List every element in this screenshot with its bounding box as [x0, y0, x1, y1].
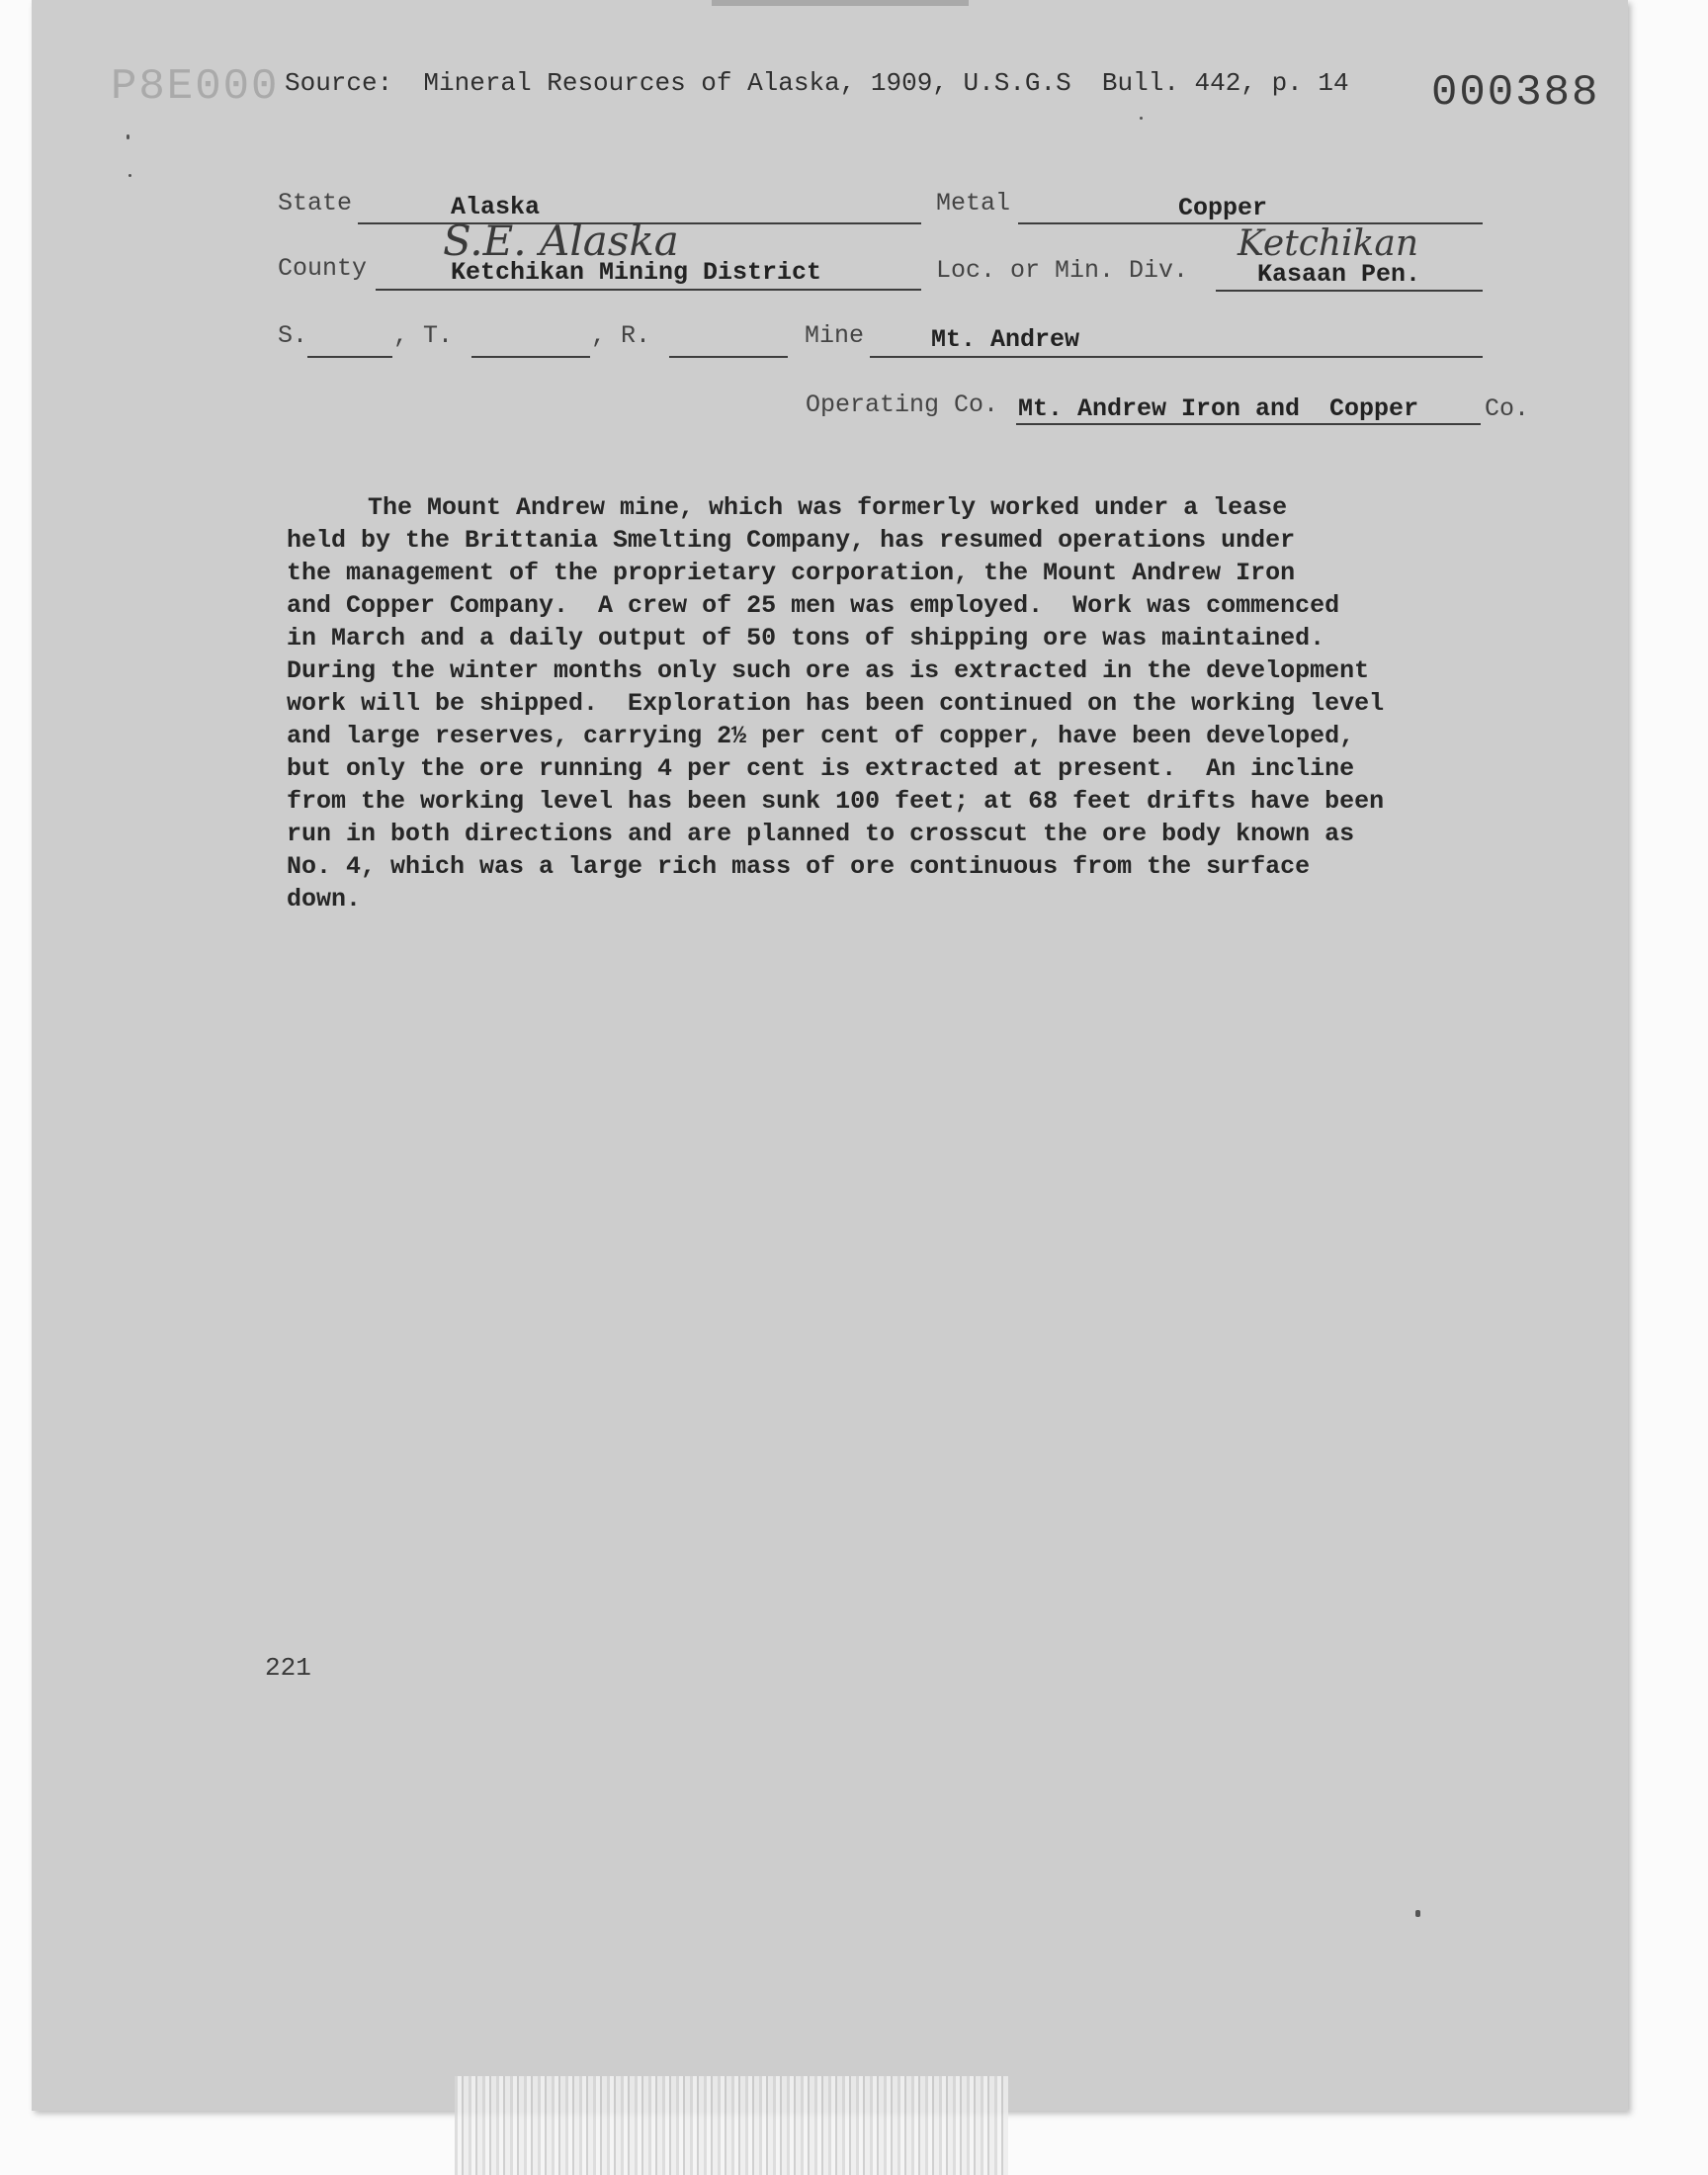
range-underline	[669, 356, 788, 358]
speck-mark	[1140, 117, 1143, 120]
loc-value: Kasaan Pen.	[1257, 260, 1421, 289]
operating-underline	[1016, 423, 1481, 425]
ghost-stamp-code: P8E000	[111, 62, 280, 112]
body-line: held by the Brittania Smelting Company, has resumed operations under	[287, 526, 1296, 555]
mine-value: Mt. Andrew	[931, 325, 1080, 354]
body-line: the management of the proprietary corporation, the Mount Andrew Iron	[287, 559, 1296, 587]
operating-suffix: Co.	[1485, 394, 1530, 423]
body-line: and Copper Company. A crew of 25 men was employed. Work was commenced	[287, 591, 1340, 620]
section-underline	[307, 356, 392, 358]
section-label: S.	[278, 321, 308, 350]
body-line: The Mount Andrew mine, which was formerly worked under a lease	[368, 493, 1288, 522]
township-label: , T.	[393, 321, 454, 350]
state-label: State	[278, 189, 353, 218]
body-line: but only the ore running 4 per cent is extracted at present. An incline	[287, 754, 1355, 783]
township-underline	[471, 356, 590, 358]
scan-artifact-bottom	[455, 2076, 1008, 2175]
body-line: No. 4, which was a large rich mass of ore continuous from the surface	[287, 852, 1311, 881]
scan-artifact-top	[712, 0, 969, 6]
speck-mark	[1415, 1910, 1420, 1917]
document-number: 000388	[1431, 68, 1600, 118]
mine-label: Mine	[805, 321, 865, 350]
county-underline	[376, 289, 921, 291]
body-paragraph	[287, 491, 1522, 915]
range-label: , R.	[591, 321, 651, 350]
state-value: Alaska	[451, 193, 541, 221]
loc-label: Loc. or Min. Div.	[936, 256, 1189, 285]
mine-underline	[870, 356, 1483, 358]
page-number: 221	[265, 1653, 311, 1683]
loc-underline	[1216, 290, 1483, 292]
body-line: down.	[287, 885, 362, 914]
speck-mark	[127, 134, 129, 139]
source-line: Source: Mineral Resources of Alaska, 1909, U.S.G.S Bull. 442, p. 14	[285, 68, 1349, 98]
loc-handwritten-note: Ketchikan	[1238, 223, 1419, 264]
operating-value: Mt. Andrew Iron and Copper	[1018, 394, 1419, 423]
operating-label: Operating Co.	[806, 391, 999, 419]
county-value: Ketchikan Mining District	[451, 258, 822, 287]
body-line: run in both directions and are planned to crosscut the ore body known as	[287, 820, 1355, 848]
county-handwritten-note: S.E. Alaska	[443, 217, 679, 265]
county-label: County	[278, 254, 368, 283]
speck-mark	[128, 174, 131, 177]
metal-value: Copper	[1178, 194, 1268, 222]
body-line: work will be shipped. Exploration has been continued on the working level	[287, 689, 1385, 718]
body-line: and large reserves, carrying 2½ per cent of copper, have been developed,	[287, 722, 1355, 750]
metal-label: Metal	[936, 189, 1011, 218]
document-page	[32, 0, 1628, 2111]
body-line: from the working level has been sunk 100 feet; at 68 feet drifts have been	[287, 787, 1385, 816]
body-line: During the winter months only such ore as is extracted in the development	[287, 656, 1370, 685]
body-line: in March and a daily output of 50 tons of shipping ore was maintained.	[287, 624, 1325, 652]
